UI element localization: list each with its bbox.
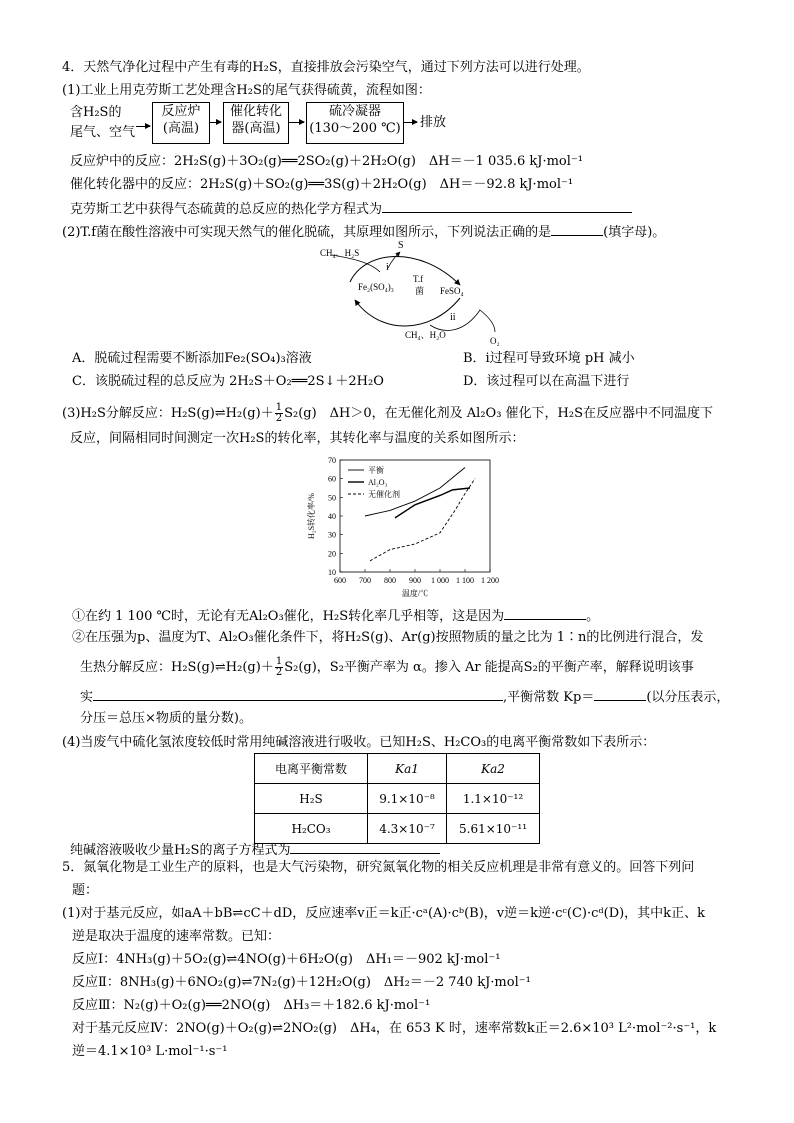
desulfurization-cycle-diagram bbox=[310, 240, 510, 350]
cycle-in-bottom: O₂ bbox=[490, 336, 500, 346]
cycle-out-top-line bbox=[388, 252, 400, 268]
cycle-right-species: FeSO₄ bbox=[440, 286, 464, 296]
rxn-furnace: 反应炉中的反应：2H₂S(g)＋3O₂(g)══2SO₂(g)＋2H₂O(g) ΔH＝－1 035.6 kJ·mol⁻¹ bbox=[70, 154, 583, 169]
flow-box2-line1: 催化转化 bbox=[229, 104, 282, 119]
q4-p1-intro: (1)工业上用克劳斯工艺处理含H₂S的尾气获得硫黄，流程如图： bbox=[62, 83, 431, 98]
table-header: 电离平衡常数 bbox=[255, 754, 368, 784]
q4-3-2-line3 bbox=[80, 687, 729, 707]
q4-3-1 bbox=[72, 606, 599, 626]
q5-p1-line2: 逆是取决于温度的速率常数。已知： bbox=[72, 929, 281, 944]
flow-arrow-2 bbox=[209, 122, 221, 123]
cycle-step-1: i bbox=[386, 262, 389, 273]
q4-p1-question-text: 克劳斯工艺中获得气态硫黄的总反应的热化学方程式为 bbox=[70, 202, 383, 217]
frac-den: 2 bbox=[275, 667, 283, 678]
legend-label: 无催化剂 bbox=[368, 490, 400, 499]
q5-intro-line1: 5．氮氧化物是工业生产的原料，也是大气污染物，研究氮氧化物的相关反应机理是非常有意义的。回答下列问 bbox=[62, 860, 695, 875]
q4-3-2-line2a: 生热分解反应：H₂S(g)⇌H₂(g)＋ bbox=[80, 660, 274, 675]
x-tick-label: 700 bbox=[359, 576, 371, 585]
q5-rxn4-line2: 逆＝4.1×10³ L·mol⁻¹·s⁻¹ bbox=[72, 1044, 228, 1059]
table-header: Ka1 bbox=[368, 754, 447, 784]
q5-rxn3: 反应Ⅲ：N₂(g)＋O₂(g)══2NO(g) ΔH₃＝＋182.6 kJ·mol⁻¹ bbox=[72, 998, 431, 1013]
series-line bbox=[395, 488, 470, 518]
flow-box-furnace bbox=[152, 102, 210, 144]
q4-p3-line1-b: S₂(g) ΔH＞0，在无催化剂及 Al₂O₃ 催化下，H₂S在反应器中不同温度下 bbox=[284, 406, 714, 421]
q4-p2-question bbox=[62, 222, 665, 242]
plot-frame bbox=[340, 460, 490, 572]
flow-arrow-1 bbox=[136, 126, 150, 127]
q5-rxn4-line1: 对于基元反应Ⅳ：2NO(g)＋O₂(g)⇌2NO₂(g) ΔH₄，在 653 K 时，速率常数k正＝2.6×10³ L²·mol⁻²·s⁻¹，k bbox=[72, 1021, 717, 1036]
option-d[interactable]: D．该过程可以在高温下进行 bbox=[463, 374, 630, 389]
q4-p1-question bbox=[70, 199, 632, 219]
flow-box-condenser bbox=[306, 102, 404, 144]
q4-p3-line1-a: (3)H₂S分解反应：H₂S(g)⇌H₂(g)＋ bbox=[62, 406, 274, 421]
x-axis-label: 温度/℃ bbox=[401, 589, 429, 598]
option-a[interactable]: A．脱硫过程需要不断添加Fe₂(SO₄)₃溶液 bbox=[72, 351, 312, 366]
q4-p4-question-text: 纯碱溶液吸收少量H₂S的离子方程式为 bbox=[70, 843, 291, 858]
fraction-half bbox=[275, 657, 283, 678]
flow-box1-line2: (高温) bbox=[162, 121, 200, 136]
q4-3-2-line2 bbox=[80, 657, 694, 678]
table-header-row bbox=[255, 754, 540, 784]
table-cell: H₂S bbox=[255, 784, 368, 814]
y-axis-label: H₂S转化率/% bbox=[307, 493, 316, 539]
table-cell: H₂CO₃ bbox=[255, 814, 368, 844]
q4-3-2-line3c: (以分压表示， bbox=[646, 690, 730, 705]
flow-output: 排放 bbox=[420, 115, 447, 130]
cycle-arrow-bottom bbox=[355, 298, 460, 326]
x-tick-label: 900 bbox=[409, 576, 421, 585]
q4-p4-line1: (4)当废气中硫化氢浓度较低时常用纯碱溶液进行吸收。已知H₂S、H₂CO₃的电离平衡常数如下表所示： bbox=[62, 735, 656, 750]
frac-den: 2 bbox=[275, 413, 283, 424]
cycle-in-top: CH₄、H₂S bbox=[320, 248, 360, 258]
q5-p1-line1: (1)对于基元反应，如aA＋bB⇌cC＋dD，反应速率v正＝k正·cᵃ(A)·cᵇ(B)，v逆＝k逆·cᶜ(C)·cᵈ(D)，其中k正、k bbox=[62, 906, 705, 921]
q5-rxn1: 反应Ⅰ：4NH₃(g)＋5O₂(g)⇌4NO(g)＋6H₂O(g) ΔH₁＝－902 kJ·mol⁻¹ bbox=[72, 952, 501, 967]
x-tick-label: 800 bbox=[384, 576, 396, 585]
q4-3-2-line3b: ,平衡常数 Kp＝ bbox=[503, 690, 595, 705]
y-tick-label: 40 bbox=[328, 512, 336, 521]
q4-p2-question-text: (2)T.f菌在酸性溶液中可实现天然气的催化脱硫，其原理如图所示，下列说法正确的是 bbox=[62, 225, 552, 240]
cycle-in-bottom-line bbox=[430, 310, 495, 332]
cycle-center-line1: T.f bbox=[413, 274, 424, 284]
x-tick-label: 1 200 bbox=[481, 576, 499, 585]
ionization-constant-table bbox=[254, 753, 540, 844]
table-cell: 1.1×10⁻¹² bbox=[447, 784, 540, 814]
answer-blank[interactable] bbox=[594, 687, 646, 701]
x-tick-label: 1 000 bbox=[431, 576, 449, 585]
y-tick-label: 20 bbox=[328, 549, 336, 559]
option-c[interactable]: C．该脱硫过程的总反应为 2H₂S＋O₂══2S↓＋2H₂O bbox=[72, 374, 384, 389]
q5-rxn2: 反应Ⅱ：8NH₃(g)＋6NO₂(g)⇌7N₂(g)＋12H₂O(g) ΔH₂＝－2 740 kJ·mol⁻¹ bbox=[72, 975, 531, 990]
flow-box2-line2: 器(高温) bbox=[231, 121, 281, 136]
table-cell: 9.1×10⁻⁸ bbox=[368, 784, 447, 814]
legend-label: 平衡 bbox=[368, 466, 384, 475]
answer-blank[interactable] bbox=[382, 199, 632, 213]
fraction-half bbox=[275, 403, 283, 424]
rxn-catalytic: 催化转化器中的反应：2H₂S(g)＋SO₂(g)══3S(g)＋2H₂O(g) ΔH＝－92.8 kJ·mol⁻¹ bbox=[70, 177, 574, 192]
q4-3-2-line4: 分压＝总压×物质的量分数)。 bbox=[80, 711, 252, 726]
table-row bbox=[255, 814, 540, 844]
y-tick-label: 70 bbox=[328, 456, 336, 465]
frac-num: 1 bbox=[275, 656, 283, 667]
answer-blank[interactable] bbox=[504, 606, 586, 620]
q4-3-1-end: 。 bbox=[586, 609, 600, 624]
q4-p4-question bbox=[70, 840, 440, 860]
flow-box3-line1: 硫冷凝器 bbox=[328, 104, 381, 119]
q4-3-1-text: ①在约 1 100 ℃时，无论有无Al₂O₃催化，H₂S转化率几乎相等，这是因为 bbox=[72, 609, 505, 624]
flow-source-line1: 含H₂S的 bbox=[70, 105, 122, 120]
y-tick-label: 50 bbox=[328, 493, 336, 503]
cycle-arrow-top bbox=[350, 256, 460, 285]
y-tick-label: 60 bbox=[328, 474, 336, 484]
q4-3-2-line1: ②在压强为p、温度为T、Al₂O₃催化条件下，将H₂S(g)、Ar(g)按照物质的量之比为 1∶n的比例进行混合，发 bbox=[72, 630, 704, 645]
answer-blank[interactable] bbox=[551, 222, 603, 236]
frac-num: 1 bbox=[275, 402, 283, 413]
flow-arrow-3 bbox=[288, 122, 304, 123]
q5-intro-line2: 题： bbox=[72, 883, 99, 898]
q4-p3-line2: 反应，间隔相同时间测定一次H₂S的转化率，其转化率与温度的关系如图所示： bbox=[70, 431, 525, 446]
answer-blank[interactable] bbox=[93, 687, 503, 701]
option-b[interactable]: B．ⅰ过程可导致环境 pH 减小 bbox=[463, 351, 635, 366]
q4-p3-line1 bbox=[62, 403, 713, 424]
cycle-center-line2: 菌 bbox=[415, 286, 425, 296]
q4-intro: 4．天然气净化过程中产生有毒的H₂S，直接排放会污染空气，通过下列方法可以进行处理。 bbox=[62, 60, 590, 75]
legend-label: Al₂O₃ bbox=[368, 478, 388, 487]
table-cell: 4.3×10⁻⁷ bbox=[368, 814, 447, 844]
q4-p2-hint: (填字母)。 bbox=[603, 225, 666, 240]
y-tick-label: 10 bbox=[328, 568, 336, 577]
flow-source-line2: 尾气、空气 bbox=[70, 125, 136, 140]
cycle-step-2: ii bbox=[450, 312, 456, 323]
x-tick-label: 1 100 bbox=[456, 576, 474, 585]
conversion-chart bbox=[300, 452, 520, 602]
flow-box3-line2: (130～200 ℃) bbox=[309, 121, 401, 136]
table-cell: 5.61×10⁻¹¹ bbox=[447, 814, 540, 844]
flow-arrow-4 bbox=[403, 122, 417, 123]
q4-3-2-line2b: S₂(g)，S₂平衡产率为 α。掺入 Ar 能提高S₂的平衡产率，解释说明该事 bbox=[284, 660, 694, 675]
cycle-out-top: S bbox=[398, 240, 404, 251]
flow-box-catalytic bbox=[223, 102, 289, 144]
table-row bbox=[255, 784, 540, 814]
cycle-out-bottom: CH₄、H₂O bbox=[405, 330, 446, 340]
q4-3-2-line3a: 实 bbox=[80, 690, 94, 705]
cycle-left-species: Fe₂(SO₄)₃ bbox=[358, 282, 394, 292]
x-tick-label: 600 bbox=[334, 576, 346, 585]
answer-blank[interactable] bbox=[290, 840, 440, 854]
flow-box1-line1: 反应炉 bbox=[161, 104, 201, 119]
y-tick-label: 30 bbox=[328, 530, 336, 540]
table-header: Ka2 bbox=[447, 754, 540, 784]
